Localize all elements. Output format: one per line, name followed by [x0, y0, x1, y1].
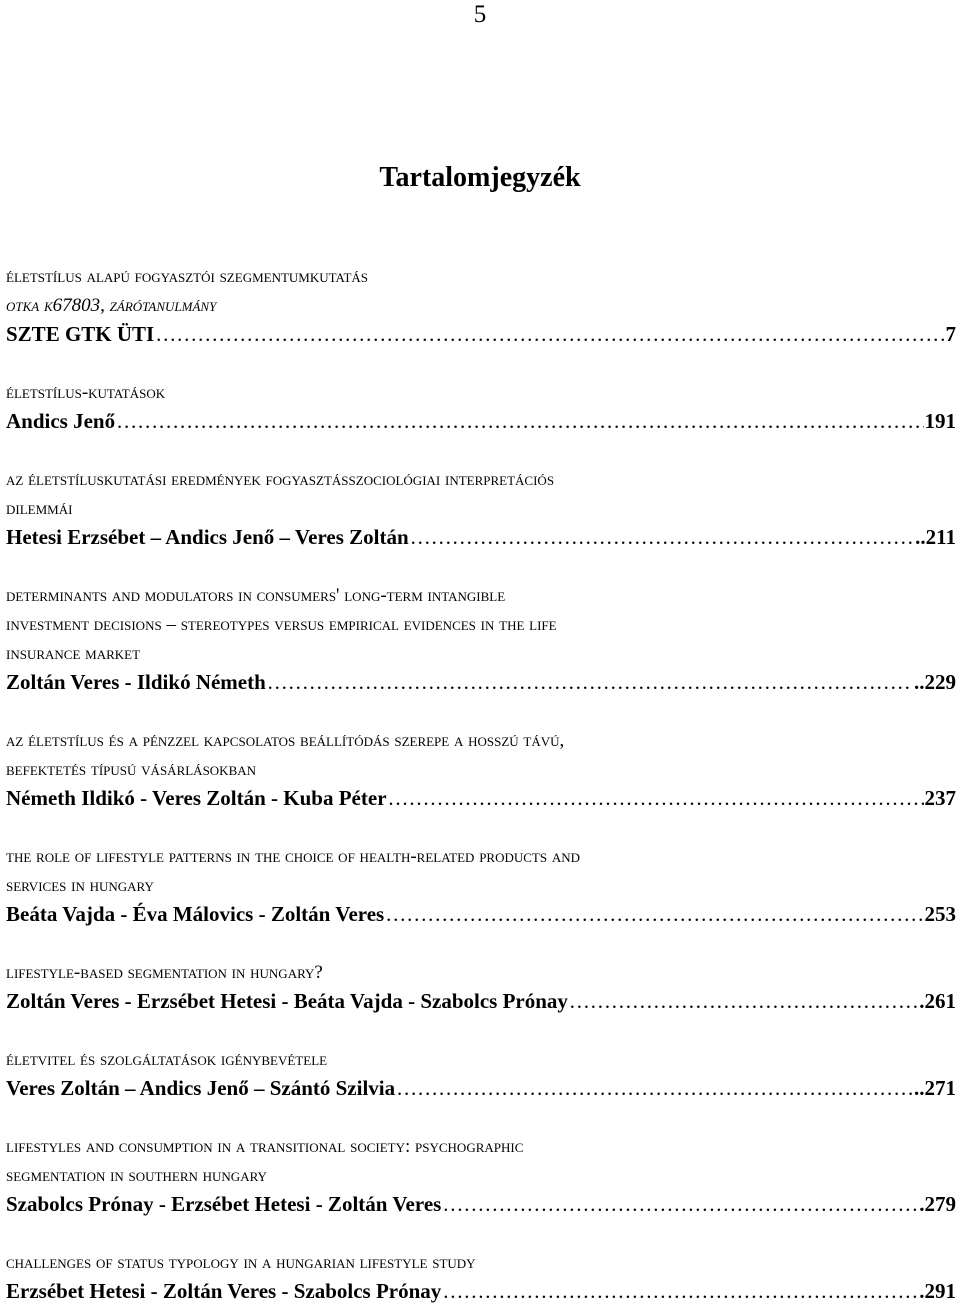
- toc-entry-title-line: befektetés típusú vásárlásokban: [6, 759, 257, 780]
- toc-entry-page: 237: [924, 786, 956, 810]
- dot-leader: [388, 784, 924, 813]
- toc-entry-authors: SZTE GTK ÜTI: [6, 322, 155, 346]
- entry-spacer: [6, 929, 956, 958]
- toc-entry[interactable]: [6, 958, 956, 1016]
- dot-leader: [267, 668, 913, 697]
- entry-spacer: [6, 697, 956, 726]
- toc-entry-page: 253: [924, 902, 956, 926]
- toc-entry-title-line: challenges of status typology in a hungarian lifestyle study: [6, 1252, 476, 1273]
- toc-entry-author-line: [6, 668, 956, 697]
- page-number: 5: [473, 1, 487, 28]
- toc-entry-author-line: [6, 1277, 956, 1306]
- dot-leader: [116, 407, 923, 436]
- toc-entry-page: ..271: [914, 1076, 956, 1100]
- toc-entry-page: .261: [919, 989, 956, 1013]
- toc-entry-title-line: lifestyle-based segmentation in hungary?: [6, 962, 323, 983]
- entry-spacer: [6, 813, 956, 842]
- toc-entry-title-line: the role of lifestyle patterns in the choice of health-related products and: [6, 846, 581, 867]
- toc-entry-authors: Hetesi Erzsébet – Andics Jenő – Veres Zoltán: [6, 525, 409, 549]
- entry-spacer: [6, 436, 956, 465]
- entry-spacer: [6, 1016, 956, 1045]
- table-of-contents: [6, 262, 956, 1306]
- toc-entry[interactable]: [6, 262, 956, 349]
- dot-leader: [569, 987, 918, 1016]
- toc-entry-title-line: segmentation in southern hungary: [6, 1165, 267, 1186]
- toc-entry[interactable]: [6, 378, 956, 436]
- toc-entry-author-line: [6, 320, 956, 349]
- toc-entry[interactable]: [6, 842, 956, 929]
- toc-entry[interactable]: [6, 581, 956, 697]
- dot-leader: [410, 523, 914, 552]
- page-title: Tartalomjegyzék: [379, 162, 581, 193]
- toc-entry-page: 191: [924, 409, 956, 433]
- toc-entry-authors: Andics Jenő: [6, 409, 116, 433]
- toc-entry-author-line: [6, 987, 956, 1016]
- dot-leader: [396, 1074, 913, 1103]
- toc-entry-title-line: services in hungary: [6, 875, 154, 896]
- toc-entry-page: .291: [919, 1279, 956, 1303]
- toc-entry-page: .279: [919, 1192, 956, 1216]
- toc-entry-title-line: determinants and modulators in consumers' long-term intangible: [6, 585, 506, 606]
- toc-entry-authors: Németh Ildikó - Veres Zoltán - Kuba Péter: [6, 786, 387, 810]
- toc-entry-title-line: életstílus-kutatások: [6, 382, 166, 403]
- toc-entry-authors: Erzsébet Hetesi - Zoltán Veres - Szabolcs Prónay: [6, 1279, 442, 1303]
- toc-entry-author-line: [6, 900, 956, 929]
- toc-entry-title-line: insurance market: [6, 643, 141, 664]
- toc-entry-page: ..229: [914, 670, 956, 694]
- toc-entry-title-line: dilemmái: [6, 498, 73, 519]
- dot-leader: [442, 1277, 918, 1306]
- entry-spacer: [6, 349, 956, 378]
- toc-entry-title-line: az életstílus és a pénzzel kapcsolatos beállítódás szerepe a hosszú távú,: [6, 730, 565, 751]
- toc-entry-authors: Szabolcs Prónay - Erzsébet Hetesi - Zoltán Veres: [6, 1192, 442, 1216]
- toc-entry-title-line: investment decisions – stereotypes versus empirical evidences in the life: [6, 614, 557, 635]
- entry-spacer: [6, 1219, 956, 1248]
- toc-entry[interactable]: [6, 726, 956, 813]
- toc-entry[interactable]: [6, 465, 956, 552]
- dot-leader: [155, 320, 944, 349]
- toc-entry-title-line: otka k67803, zárótanulmány: [6, 295, 217, 316]
- toc-entry-author-line: [6, 1190, 956, 1219]
- toc-entry-author-line: [6, 407, 956, 436]
- toc-entry-authors: Beáta Vajda - Éva Málovics - Zoltán Veres: [6, 902, 385, 926]
- toc-entry-title-line: lifestyles and consumption in a transitional society: psychographic: [6, 1136, 524, 1157]
- toc-entry-title-line: az életstíluskutatási eredmények fogyasztásszociológiai interpretációs: [6, 469, 555, 490]
- toc-entry-author-line: [6, 523, 956, 552]
- dot-leader: [385, 900, 923, 929]
- toc-entry-page: ..211: [915, 525, 956, 549]
- toc-entry-authors: Zoltán Veres - Ildikó Németh: [6, 670, 266, 694]
- entry-spacer: [6, 552, 956, 581]
- dot-leader: [442, 1190, 918, 1219]
- toc-entry-title-line: életstílus alapú fogyasztói szegmentumkutatás: [6, 266, 369, 287]
- toc-entry[interactable]: [6, 1045, 956, 1103]
- toc-entry[interactable]: [6, 1248, 956, 1306]
- toc-entry-author-line: [6, 1074, 956, 1103]
- toc-entry[interactable]: [6, 1132, 956, 1219]
- toc-entry-title-line: életvitel és szolgáltatások igénybevétele: [6, 1049, 328, 1070]
- toc-entry-authors: Zoltán Veres - Erzsébet Hetesi - Beáta Vajda - Szabolcs Prónay: [6, 989, 568, 1013]
- toc-entry-author-line: [6, 784, 956, 813]
- toc-entry-page: 7: [945, 322, 956, 346]
- toc-entry-authors: Veres Zoltán – Andics Jenő – Szántó Szilvia: [6, 1076, 396, 1100]
- entry-spacer: [6, 1103, 956, 1132]
